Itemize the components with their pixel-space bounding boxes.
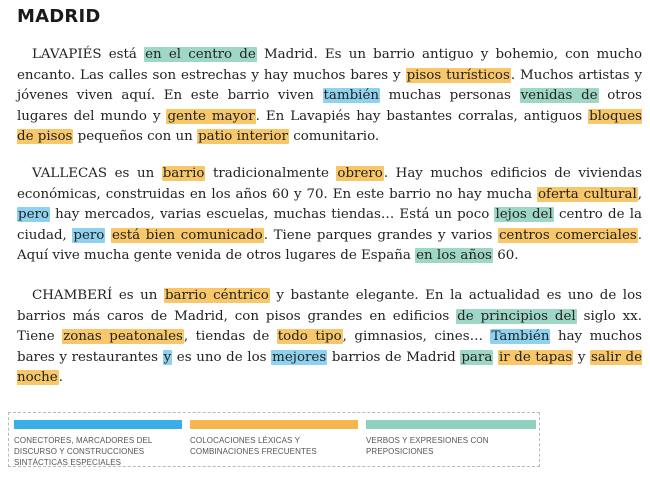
paragraph-lavapies <box>17 45 642 148</box>
highlight-blue: pero <box>73 227 105 243</box>
highlight-green: en el centro de <box>145 47 256 62</box>
text-run: centro de la ciudad, <box>17 207 642 243</box>
text-run: VALLECAS es un <box>32 166 162 181</box>
highlight-orange: gente mayor <box>167 108 255 124</box>
highlight-green: en los años <box>416 248 492 264</box>
highlight-orange: está bien comunicado <box>112 227 263 243</box>
highlight-blue: También <box>491 329 550 345</box>
text-run: . Hay muchos edificios de viviendas económicas, construidas en los años 60 y 70. En este barrio no hay mucha <box>17 166 642 202</box>
highlight-orange: salir de noche <box>17 349 642 386</box>
text-run: CHAMBERÍ es un <box>32 288 164 303</box>
highlight-orange: centros comerciales <box>498 227 637 243</box>
highlight-orange: barrio <box>162 166 205 181</box>
highlight-orange: ir de tapas <box>498 349 573 365</box>
text-run: barrios de Madrid <box>327 349 461 365</box>
highlight-orange: bloques de pisos <box>17 108 642 145</box>
highlight-orange: patio interior <box>198 129 288 145</box>
text-run: LAVAPIÉS está <box>32 47 145 62</box>
text-run: es uno de los <box>172 349 272 365</box>
text-run: Madrid. Es un barrio antiguo y bohemio, con mucho encanto. Las calles son estrechas y hay muchos bares y <box>17 47 643 83</box>
text-run: hay muchos bares y restaurantes <box>17 329 642 365</box>
highlight-orange: oferta cultural <box>537 186 637 202</box>
text-run: . Aquí vive mucha gente venida de otros lugares de España <box>17 227 643 264</box>
highlight-orange: zonas peatonales <box>63 329 183 345</box>
highlight-blue: y <box>163 349 172 365</box>
highlight-orange: pisos turísticos <box>406 67 510 83</box>
text-run: , gimnasios, cines… <box>342 329 491 345</box>
legend-swatch-orange <box>190 420 358 429</box>
highlight-orange: todo tipo <box>277 329 342 345</box>
text-run: muchas personas <box>380 88 520 104</box>
text-run: 60. <box>492 248 519 264</box>
legend-swatch-blue <box>14 420 182 429</box>
text-run: pequeños con un <box>73 129 198 145</box>
legend-item-prepositions <box>366 420 536 457</box>
text-run: . <box>58 370 63 386</box>
text-run: , <box>637 186 642 202</box>
text-run: comunitario. <box>288 129 380 145</box>
highlight-green: venidas de <box>520 88 598 104</box>
highlight-green: de principios del <box>457 308 576 324</box>
highlight-blue: pero <box>18 207 49 223</box>
text-run: tradicionalmente <box>205 166 337 181</box>
highlight-green: para <box>461 349 493 365</box>
text-run: y bastante elegante. En la actualidad es uno de los barrios más caros de Madrid, con pisos grandes en edificios <box>17 288 642 324</box>
text-run: . En Lavapiés hay bastantes corralas, antiguos <box>255 108 589 124</box>
highlight-orange: barrio céntrico <box>164 288 269 303</box>
paragraph-vallecas <box>17 164 642 267</box>
highlight-green: lejos del <box>495 207 553 223</box>
legend-label-connectors: CONECTORES, MARCADORES DEL DISCURSO Y CONSTRUCCIONES SINTÁCTICAS ESPECIALES <box>14 436 153 467</box>
legend-label-prepositions: VERBOS Y EXPRESIONES CON PREPOSICIONES <box>366 436 489 456</box>
text-run: hay mercados, varias escuelas, muchas tiendas… Está un poco <box>49 207 495 223</box>
page-title: MADRID <box>17 6 101 27</box>
paragraph-chamberi <box>17 286 642 389</box>
highlight-blue: también <box>323 88 380 104</box>
legend-swatch-green <box>366 420 536 429</box>
legend-label-collocations: COLOCACIONES LÉXICAS Y COMBINACIONES FRECUENTES <box>190 436 317 456</box>
text-run: . Muchos artistas y jóvenes viven aquí. En este barrio viven <box>17 67 643 104</box>
color-legend <box>8 412 540 467</box>
highlight-orange: obrero <box>337 166 383 181</box>
text-run: . Tiene parques grandes y varios <box>263 227 498 243</box>
text-run: siglo xx. Tiene <box>17 308 642 345</box>
text-run: otros lugares del mundo y <box>17 88 643 124</box>
text-run: , tiendas de <box>183 329 277 345</box>
legend-item-connectors <box>14 420 182 468</box>
text-run: y <box>573 349 591 365</box>
highlight-blue: mejores <box>272 349 327 365</box>
legend-item-collocations <box>190 420 358 457</box>
